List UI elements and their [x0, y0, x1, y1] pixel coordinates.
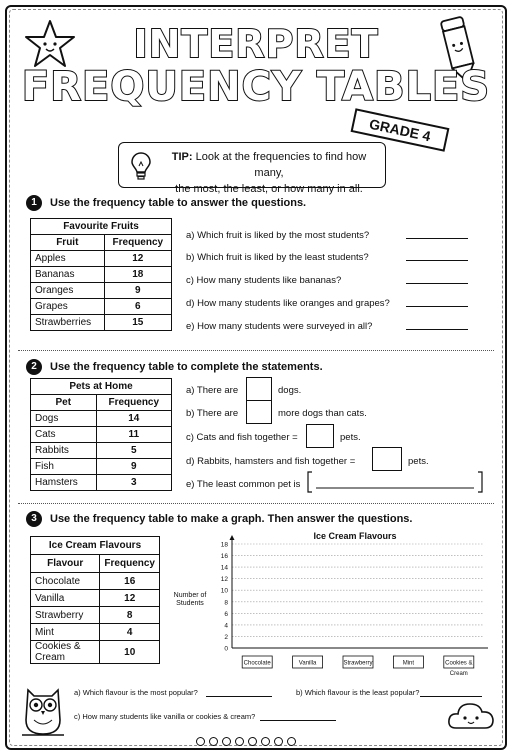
- owl-icon: [20, 680, 66, 738]
- question-3c: c) How many students like vanilla or cookies & cream?: [74, 712, 256, 721]
- circle-icon: [287, 737, 296, 746]
- statement-2b-suffix: more dogs than cats.: [278, 408, 367, 419]
- circle-icon: [261, 737, 270, 746]
- y-tick-label: 0: [224, 645, 228, 653]
- circle-icon: [222, 737, 231, 746]
- table-cell: 4: [100, 624, 160, 641]
- table-cell: Bananas: [31, 267, 105, 283]
- question-1e: e) How many students were surveyed in all?: [186, 321, 373, 332]
- table-caption: Ice Cream Flavours: [31, 537, 160, 555]
- circle-icon: [209, 737, 218, 746]
- y-axis-arrow: [230, 535, 235, 540]
- question-1b: b) Which fruit is liked by the least students?: [186, 252, 369, 263]
- y-tick-label: 8: [224, 599, 228, 607]
- statement-2c-prefix: c) Cats and fish together =: [186, 432, 298, 443]
- table-caption: Pets at Home: [31, 379, 172, 395]
- section-1-number: 1: [26, 195, 42, 211]
- section-2-number: 2: [26, 359, 42, 375]
- table-cell: Strawberries: [31, 315, 105, 331]
- table-cell: 5: [96, 443, 171, 459]
- question-1c: c) How many students like bananas?: [186, 275, 342, 286]
- section-1-instruction: Use the frequency table to answer the questions.: [50, 197, 307, 209]
- table-cell: Grapes: [31, 299, 105, 315]
- answer-line-3b[interactable]: [420, 696, 482, 697]
- tip-label: TIP:: [171, 151, 193, 163]
- statement-2a-prefix: a) There are: [186, 385, 239, 396]
- table-cell: Cookies & Cream: [31, 641, 100, 664]
- circle-icon: [248, 737, 257, 746]
- x-category-label: Cookies &: [445, 660, 473, 667]
- circle-icon: [196, 737, 205, 746]
- question-3a: a) Which flavour is the most popular?: [74, 688, 198, 697]
- table-cell: Apples: [31, 251, 105, 267]
- table-caption: Favourite Fruits: [31, 219, 172, 235]
- statement-2e-prefix: e) The least common pet is: [186, 479, 301, 490]
- y-tick-label: 14: [220, 564, 228, 572]
- table-cell: Fish: [31, 459, 97, 475]
- table-header: Frequency: [100, 555, 160, 573]
- table-cell: 11: [96, 427, 171, 443]
- circle-icon: [274, 737, 283, 746]
- table-cell: 16: [100, 573, 160, 590]
- table-cell: 12: [100, 590, 160, 607]
- table-cell: 18: [104, 267, 171, 283]
- y-tick-label: 2: [224, 633, 228, 641]
- table-cell: 14: [96, 411, 171, 427]
- x-category-label: Mint: [402, 660, 415, 667]
- table-cell: 15: [104, 315, 171, 331]
- chart-title: Ice Cream Flavours: [313, 531, 397, 541]
- grade-badge: GRADE 4: [351, 108, 450, 151]
- cloud-icon: [446, 698, 496, 734]
- table-cell: 9: [104, 283, 171, 299]
- section-3-number: 3: [26, 511, 42, 527]
- table-cell: 10: [100, 641, 160, 664]
- table-cell: 8: [100, 607, 160, 624]
- y-tick-label: 12: [220, 576, 228, 584]
- table-header: Pet: [31, 395, 97, 411]
- table-header: Fruit: [31, 235, 105, 251]
- decorative-circles: [196, 737, 296, 746]
- table-header: Frequency: [96, 395, 171, 411]
- x-category-label: Strawberry: [343, 660, 373, 667]
- table-cell: 9: [96, 459, 171, 475]
- question-1d: d) How many students like oranges and grapes?: [186, 298, 390, 309]
- chart-y-axis-label: Number of Students: [173, 592, 207, 607]
- question-1a: a) Which fruit is liked by the most students?: [186, 230, 370, 241]
- title-line-1: INTERPRET: [133, 22, 379, 66]
- y-tick-label: 18: [220, 541, 228, 549]
- y-tick-label: 6: [224, 610, 228, 618]
- circle-icon: [235, 737, 244, 746]
- statement-2d-prefix: d) Rabbits, hamsters and fish together =: [186, 456, 356, 467]
- section-2-instruction: Use the frequency table to complete the statements.: [50, 361, 323, 373]
- table-cell: Strawberry: [31, 607, 100, 624]
- statement-2a-suffix: dogs.: [278, 385, 302, 396]
- x-category-label: Chocolate: [243, 660, 271, 667]
- y-tick-label: 16: [220, 553, 228, 561]
- table-cell: Oranges: [31, 283, 105, 299]
- title-line-2: FREQUENCY TABLES: [21, 64, 491, 110]
- section-3-instruction: Use the frequency table to make a graph. Then answer the questions.: [50, 513, 413, 525]
- table-cell: 12: [104, 251, 171, 267]
- answer-line-3c[interactable]: [260, 720, 336, 721]
- question-3b: b) Which flavour is the least popular?: [296, 688, 420, 697]
- x-category-label: Cream: [449, 671, 468, 677]
- y-tick-label: 4: [224, 622, 228, 630]
- tip-text-line-1: Look at the frequencies to find how many,: [195, 151, 367, 179]
- table-cell: 6: [104, 299, 171, 315]
- answer-line-3a[interactable]: [206, 696, 272, 697]
- x-category-label: Vanilla: [298, 660, 317, 667]
- table-cell: Vanilla: [31, 590, 100, 607]
- table-header: Flavour: [31, 555, 100, 573]
- tip-text-line-2: the most, the least, or how many in all.: [175, 183, 363, 195]
- table-cell: Dogs: [31, 411, 97, 427]
- table-cell: Hamsters: [31, 475, 97, 491]
- table-cell: Mint: [31, 624, 100, 641]
- statement-2d-suffix: pets.: [408, 456, 429, 467]
- table-cell: Chocolate: [31, 573, 100, 590]
- statement-2c-suffix: pets.: [340, 432, 361, 443]
- table-header: Frequency: [104, 235, 171, 251]
- table-cell: Cats: [31, 427, 97, 443]
- statement-2b-prefix: b) There are: [186, 408, 239, 419]
- table-cell: 3: [96, 475, 171, 491]
- y-tick-label: 10: [220, 587, 228, 595]
- table-cell: Rabbits: [31, 443, 97, 459]
